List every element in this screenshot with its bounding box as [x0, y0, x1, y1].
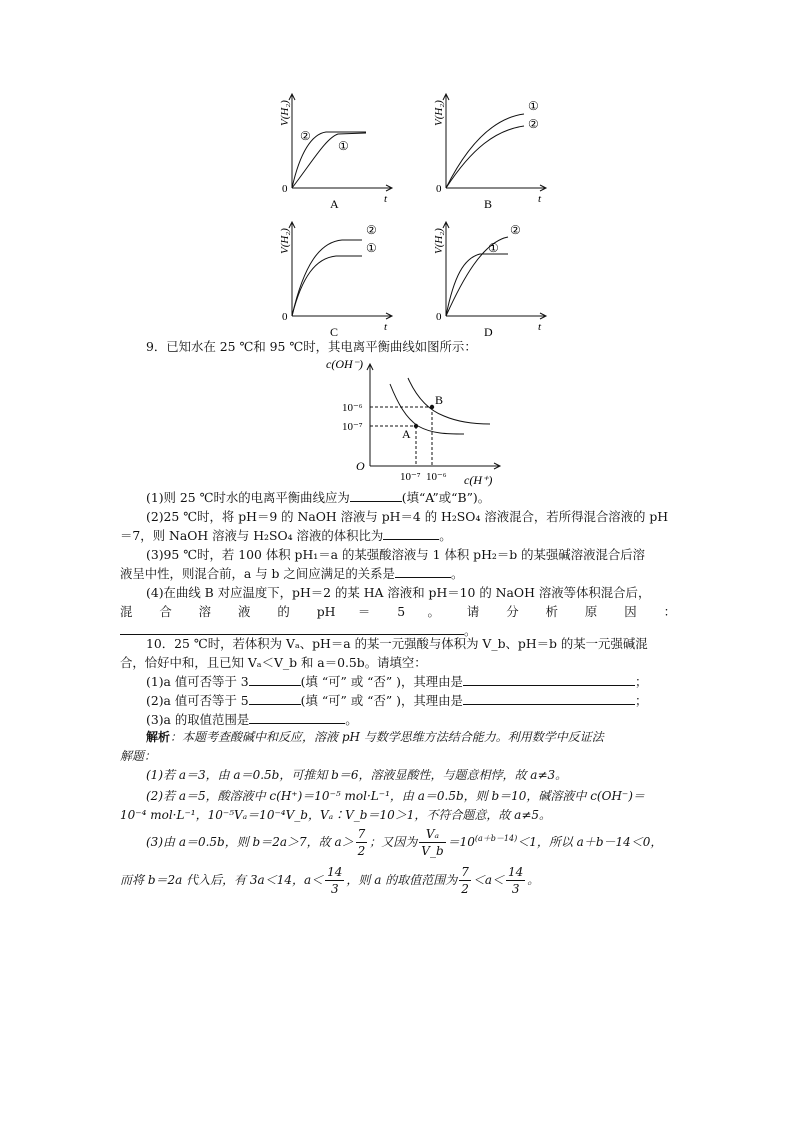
q10-part2	[146, 691, 702, 710]
y-axis-label: c(OH⁻)	[326, 357, 363, 371]
q10-stem-line1: 10．25 ℃时，若体积为 Vₐ、pH＝a 的某一元强酸与体积为 V_b、pH＝b 的某一元强碱混	[146, 636, 648, 651]
t-axis-label: t	[538, 193, 542, 205]
q10-part2-tail: ；	[634, 693, 648, 708]
graph-c	[270, 220, 400, 340]
q10-part2-reason-blank[interactable]	[463, 691, 635, 705]
solution-step3-line2	[120, 862, 676, 898]
y-axis-label: V(H₂)	[433, 100, 445, 126]
graph-d	[424, 220, 554, 340]
curve-2-label: ②	[510, 223, 521, 237]
solution-step2-line1: (2)若 a＝5，酸溶液中 c(H⁺)＝10⁻⁵ mol·L⁻¹，由 a＝0.5b，则 b＝10，碱溶液中 c(OH⁻)＝	[146, 789, 645, 803]
q9-stem: 9．已知水在 25 ℃和 95 ℃时，其电离平衡曲线如图所示：	[146, 339, 477, 354]
t-axis-label: t	[538, 321, 542, 333]
s3-text-a: (3)由 a＝0.5b，则 b＝2a＞7，故 a＞	[146, 835, 354, 849]
panel-letter: A	[330, 197, 339, 211]
curve-1-label: ①	[528, 99, 539, 113]
s3-text-g: ＜a＜	[472, 873, 505, 887]
panel-letter: B	[484, 197, 493, 211]
q10-stem-line2: 合，恰好中和，且已知 Vₐ＜V_b 和 a＝0.5b。请填空：	[120, 655, 427, 670]
curve-1-label: ①	[338, 139, 349, 153]
q9-part2-blank[interactable]	[383, 526, 439, 540]
fraction-7-2-range: $\frac{7}{2}$	[461, 865, 469, 896]
q10-part3	[146, 710, 702, 729]
s3-text-f: ，则 a 的取值范围为	[346, 873, 458, 887]
q10-part1-reason-blank[interactable]	[463, 672, 635, 686]
q9-part4-line2: 混 合 溶 液 的 pH ＝ 5 。 请 分 析 原 因 ：	[120, 604, 676, 619]
point-b-label: B	[435, 393, 444, 407]
t-axis-label: t	[384, 321, 388, 333]
graph-a	[270, 92, 400, 212]
origin-label: 0	[282, 311, 288, 323]
q9-ionization-figure	[324, 354, 514, 488]
origin-label: 0	[436, 311, 442, 323]
origin-label: 0	[282, 183, 288, 195]
solution-step1: (1)若 a＝3，由 a＝0.5b，可推知 b＝6，溶液显酸性，与题意相悖，故 a≠3。	[146, 768, 568, 782]
fraction-14-3-range: $\frac{14}{3}$	[508, 865, 524, 896]
point-a-label: A	[402, 427, 411, 441]
s3-text-c: ＝10	[447, 835, 475, 849]
s3-text-h: 。	[527, 873, 540, 887]
q10-part1-head: (1)a 值可否等于 3	[146, 674, 249, 689]
q10-part3-head: (3)a 的取值范围是	[146, 712, 250, 727]
panel-letter: D	[484, 325, 493, 339]
solution-label: 解析	[146, 730, 171, 744]
graph-b	[424, 92, 554, 212]
y-axis-label: V(H₂)	[279, 100, 291, 126]
q9-part4-blank[interactable]	[120, 621, 464, 635]
curve-2-label: ②	[300, 129, 311, 143]
solution-intro	[146, 728, 676, 747]
q9-part1-tail: (填“A”或“B”)。	[401, 490, 491, 505]
solution-intro-line2: 解题：	[120, 749, 157, 763]
s3-exponent: (a＋b－14)	[474, 834, 518, 843]
q9-part3-line1: (3)95 ℃时，若 100 体积 pH₁＝a 的某强酸溶液与 1 体积 pH₂＝b 的某强碱溶液混合后溶	[146, 547, 646, 562]
q10-part1-answer-blank[interactable]	[249, 672, 301, 686]
q10-part2-head: (2)a 值可否等于 5	[146, 693, 249, 708]
q10-part1-tail: ；	[634, 674, 648, 689]
q10-part3-blank[interactable]	[249, 710, 345, 724]
fraction-14-3: $\frac{14}{3}$	[327, 865, 343, 896]
y-axis-label: V(H₂)	[433, 228, 445, 254]
q9-part2-line2	[120, 526, 676, 545]
q10-part1	[146, 672, 702, 691]
q9-part3-text: 液呈中性，则混合前，a 与 b 之间应满足的关系是	[120, 566, 395, 581]
fraction-7-2: $\frac{7}{2}$	[357, 827, 366, 858]
q10-part2-mid: (填 “可” 或 “否” )，其理由是	[300, 693, 463, 708]
s3-text-d: ＜1，所以 a＋b－14＜0，	[517, 835, 663, 849]
solution-intro-text: ：本题考查酸碱中和反应，溶液 pH 与数学思维方法结合能力。利用数学中反证法	[170, 730, 604, 744]
q9-part2-text: ＝7，则 NaOH 溶液与 H₂SO₄ 溶液的体积比为	[120, 528, 384, 543]
q10-part3-tail: 。	[345, 712, 358, 727]
q9-part1-text: (1)则 25 ℃时水的电离平衡曲线应为	[146, 490, 350, 505]
s3-text-e: 而将 b＝2a 代入后，有 3a＜14，a＜	[120, 873, 324, 887]
origin-label: 0	[436, 183, 442, 195]
curve-2-label: ②	[528, 117, 539, 131]
s3-text-b: ；又因为	[369, 835, 418, 849]
x-tick-high: 10⁻⁶	[426, 471, 447, 483]
y-tick-high: 10⁻⁶	[342, 402, 363, 414]
q9-part3-tail: 。	[450, 566, 464, 581]
q9-part2-line1: (2)25 ℃时，将 pH＝9 的 NaOH 溶液与 pH＝4 的 H₂SO₄ 溶液混合，若所得混合溶液的 pH	[146, 509, 669, 524]
solution-step2-line2: 10⁻⁴ mol·L⁻¹，10⁻⁵Vₐ＝10⁻⁴V_b，Vₐ∶V_b＝10＞1，不符合题意，故 a≠5。	[120, 808, 552, 822]
y-axis-label: V(H₂)	[279, 228, 291, 254]
curve-2-label: ②	[366, 223, 377, 237]
q9-part3-line2	[120, 564, 676, 583]
origin-label: O	[356, 459, 365, 473]
curve-1-label: ①	[488, 241, 499, 255]
curve-1-label: ①	[366, 241, 377, 255]
y-tick-low: 10⁻⁷	[342, 421, 363, 433]
t-axis-label: t	[384, 193, 388, 205]
q9-part4-tail: 。	[464, 623, 477, 638]
q10-part2-answer-blank[interactable]	[249, 691, 301, 705]
q9-part1-blank[interactable]	[350, 488, 402, 502]
point-b-marker	[430, 405, 434, 409]
solution-step3-line1	[146, 822, 702, 859]
point-a-marker	[414, 424, 418, 428]
q10-part1-mid: (填 “可” 或 “否” )，其理由是	[300, 674, 463, 689]
q9-part2-tail: 。	[439, 528, 452, 543]
fraction-va-vb: $\frac{\text{Vₐ}}{V\_b}$	[421, 827, 444, 858]
x-axis-label: c(H⁺)	[464, 473, 493, 487]
q9-part4-line1: (4)在曲线 B 对应温度下，pH＝2 的某 HA 溶液和 pH＝10 的 NaOH 溶液等体积混合后，	[146, 585, 651, 600]
q9-part3-blank[interactable]	[395, 564, 451, 578]
q9-part1	[146, 488, 702, 507]
panel-letter: C	[330, 325, 339, 339]
x-tick-low: 10⁻⁷	[400, 471, 421, 483]
